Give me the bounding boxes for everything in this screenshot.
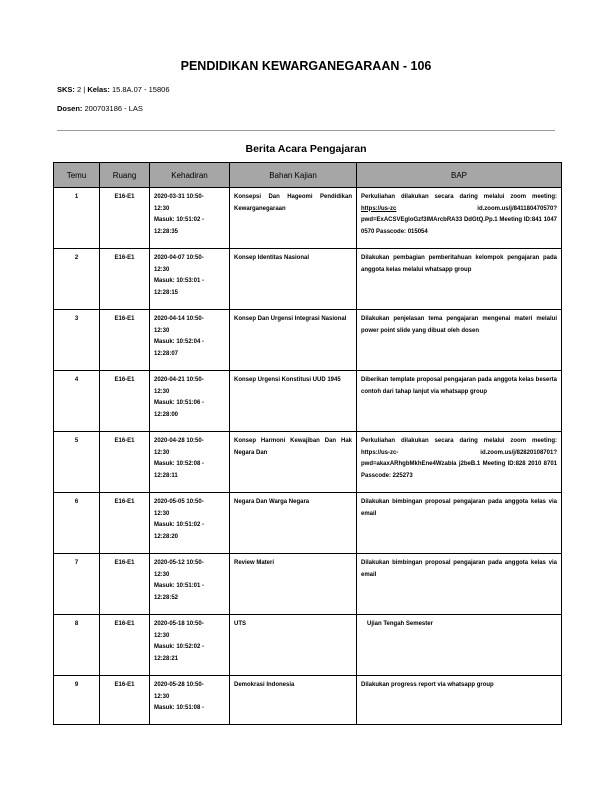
table-row	[54, 188, 562, 249]
cell-ruang: E16-E1	[100, 310, 150, 371]
divider	[57, 130, 555, 131]
dosen-label: Dosen:	[57, 104, 83, 113]
sks-value: 2	[77, 85, 82, 94]
kelas-label: Kelas:	[87, 85, 110, 94]
kehadiran-line: 12:30	[154, 571, 170, 578]
cell-temu: 3	[54, 310, 100, 371]
bap-text-rest: id.zoom.us/j/841180470570?pwd=ExACSVEgloGzf3lMArcbRA33 DdGtQ.Pp.1 Meeting ID:841 1047 0570 Passcode: 015054	[361, 205, 557, 235]
cell-bap	[357, 371, 562, 432]
cell-bap	[357, 676, 562, 725]
kehadiran-line: 12:28:00	[154, 411, 179, 418]
bap-text: Dilakukan bimbingan proposal pengajaran pada anggota kelas via email	[361, 499, 557, 517]
cell-bahan-kajian: Konsep Identitas Nasional	[230, 249, 357, 310]
cell-temu: 5	[54, 432, 100, 493]
cell-bap	[357, 249, 562, 310]
cell-bahan-kajian: Review Materi	[230, 554, 357, 615]
cell-temu: 4	[54, 371, 100, 432]
kehadiran-line: Masuk: 10:51:02 -	[154, 217, 205, 223]
bap-text: Dilakukan pembagian pemberitahuan kelompok pengajaran pada anggota kelas melalui whatsapp group	[361, 255, 557, 273]
lecturer-info-line	[57, 104, 143, 113]
cell-temu: 6	[54, 493, 100, 554]
kehadiran-line: Masuk: 10:52:08 -	[154, 461, 205, 467]
column-header-ruang: Ruang	[100, 163, 150, 188]
table-row	[54, 371, 562, 432]
table-row	[54, 493, 562, 554]
kehadiran-line: 12:30	[154, 327, 170, 334]
column-header-kehadiran: Kehadiran	[150, 163, 230, 188]
kehadiran-line: 12:30	[154, 693, 170, 700]
kehadiran-line: Masuk: 10:51:06 -	[154, 400, 205, 406]
cell-temu: 7	[54, 554, 100, 615]
kehadiran-line: 2020-05-05 10:50-	[154, 499, 204, 505]
cell-bahan-kajian: Negara Dan Warga Negara	[230, 493, 357, 554]
cell-ruang: E16-E1	[100, 493, 150, 554]
bap-text-rest: id.zoom.us/j/82820108701?pwd=akaxARhgbMkhEne4Wzabla j2beB.1 Meeting ID:828 2010 8701 Passcode: 225273	[361, 449, 557, 479]
column-header-temu: Temu	[54, 163, 100, 188]
kehadiran-line: 2020-05-28 10:50-	[154, 682, 204, 688]
kehadiran-line: 12:30	[154, 510, 170, 517]
cell-bahan-kajian: Konsepsi Dan Hageomi Pendidikan Kewarganegaraan	[230, 188, 357, 249]
dosen-value: 200703186 - LAS	[84, 104, 143, 113]
bap-table	[53, 162, 562, 725]
cell-bahan-kajian: Konsep Dan Urgensi Integrasi Nasional	[230, 310, 357, 371]
kehadiran-line: 12:30	[154, 632, 170, 639]
kehadiran-line: Masuk: 10:52:04 -	[154, 339, 205, 345]
cell-bahan-kajian: Konsep Urgensi Konstitusi UUD 1945	[230, 371, 357, 432]
kehadiran-line: 2020-05-18 10:50-	[154, 621, 204, 627]
cell-ruang: E16-E1	[100, 676, 150, 725]
section-title: Berita Acara Pengajaran	[245, 143, 367, 155]
kehadiran-line: 2020-05-12 10:50-	[154, 560, 204, 566]
bap-text: Dilakukan bimbingan proposal pengajaran pada anggota kelas via email	[361, 560, 557, 578]
cell-ruang: E16-E1	[100, 615, 150, 676]
kehadiran-line: 12:30	[154, 388, 170, 395]
kehadiran-line: 12:28:07	[154, 350, 179, 357]
kehadiran-line: 12:30	[154, 266, 170, 273]
kehadiran-line: Masuk: 10:51:01 -	[154, 583, 205, 589]
cell-kehadiran	[150, 615, 230, 676]
cell-temu: 1	[54, 188, 100, 249]
cell-temu: 9	[54, 676, 100, 725]
kehadiran-line: 12:28:21	[154, 655, 179, 662]
kelas-value: 15.8A.07 - 15806	[111, 85, 170, 94]
course-info-line	[57, 85, 169, 94]
bap-text: Diberikan template proposal pengajaran pada anggota kelas beserta contoh dari tahap lanjut via whatsapp group	[361, 377, 557, 395]
cell-kehadiran	[150, 493, 230, 554]
bap-text: Perkuliahan dilakukan secara daring melalui zoom meeting: https://us-zc-	[361, 438, 557, 456]
table-row	[54, 676, 562, 725]
bap-text: Perkuliahan dilakukan secara daring melalui zoom meeting:	[361, 194, 557, 200]
kehadiran-line: Masuk: 10:51:08 -	[154, 705, 205, 711]
cell-kehadiran	[150, 554, 230, 615]
cell-bap	[357, 188, 562, 249]
kehadiran-line: Masuk: 10:53:01 -	[154, 278, 205, 284]
kehadiran-line: 2020-04-28 10:50-	[154, 438, 204, 444]
kehadiran-line: 2020-04-07 10:50-	[154, 255, 204, 261]
cell-bahan-kajian: Demokrasi Indonesia	[230, 676, 357, 725]
cell-bap	[357, 310, 562, 371]
bap-text: Ujian Tengah Semester	[367, 621, 433, 627]
table-row	[54, 615, 562, 676]
kehadiran-line: 12:28:20	[154, 533, 179, 540]
cell-kehadiran	[150, 188, 230, 249]
column-header-bap: BAP	[357, 163, 562, 188]
cell-ruang: E16-E1	[100, 188, 150, 249]
cell-ruang: E16-E1	[100, 371, 150, 432]
kehadiran-line: 12:28:15	[154, 289, 179, 296]
table-header-row	[54, 163, 562, 188]
zoom-link[interactable]: https://us-zc	[361, 205, 397, 212]
kehadiran-line: Masuk: 10:51:02 -	[154, 522, 205, 528]
separator: |	[83, 85, 86, 94]
bap-text: Dilakukan progress report via whatsapp group	[361, 682, 494, 688]
column-header-bahan-kajian: Bahan Kajian	[230, 163, 357, 188]
kehadiran-line: 12:30	[154, 205, 170, 212]
cell-bahan-kajian: UTS	[230, 615, 357, 676]
kehadiran-line: Masuk: 10:52:02 -	[154, 644, 205, 650]
sks-label: SKS:	[57, 85, 75, 94]
kehadiran-line: 12:30	[154, 449, 170, 456]
table-row	[54, 554, 562, 615]
kehadiran-line: 12:28:35	[154, 228, 179, 235]
cell-kehadiran	[150, 432, 230, 493]
cell-temu: 8	[54, 615, 100, 676]
kehadiran-line: 2020-04-21 10:50-	[154, 377, 204, 383]
kehadiran-line: 2020-04-14 10:50-	[154, 316, 204, 322]
cell-temu: 2	[54, 249, 100, 310]
cell-kehadiran	[150, 371, 230, 432]
cell-ruang: E16-E1	[100, 249, 150, 310]
bap-text: Dilakukan penjelasan tema pengajaran mengenai materi melalui power point slide yang dibuat oleh dosen	[361, 316, 557, 334]
kehadiran-line: 2020-03-31 10:50-	[154, 194, 204, 200]
kehadiran-line: 12:28:11	[154, 472, 178, 479]
cell-bap	[357, 432, 562, 493]
cell-bap	[357, 615, 562, 676]
cell-bap	[357, 493, 562, 554]
table-row	[54, 249, 562, 310]
page-title: PENDIDIKAN KEWARGANEGARAAN - 106	[180, 59, 432, 73]
cell-ruang: E16-E1	[100, 432, 150, 493]
cell-kehadiran	[150, 676, 230, 725]
kehadiran-line: 12:28:52	[154, 594, 179, 601]
cell-kehadiran	[150, 310, 230, 371]
cell-bap	[357, 554, 562, 615]
table-row	[54, 310, 562, 371]
cell-ruang: E16-E1	[100, 554, 150, 615]
cell-kehadiran	[150, 249, 230, 310]
table-row	[54, 432, 562, 493]
cell-bahan-kajian: Konsep Harmoni Kewajiban Dan Hak Negara Dan	[230, 432, 357, 493]
